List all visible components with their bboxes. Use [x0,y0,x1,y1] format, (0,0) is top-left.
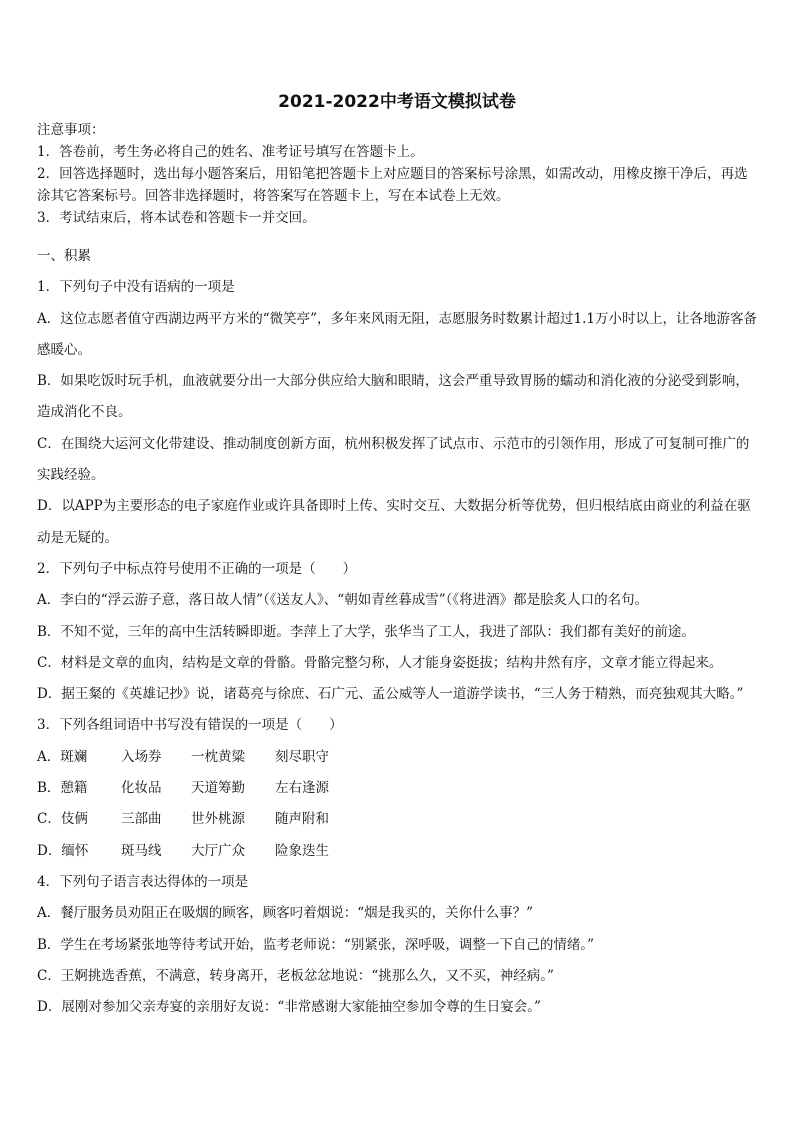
option-a: A．李白的“浮云游子意，落日故人情”（《送友人》、“朝如青丝暮成雪”（《将进酒》都是脍炙人口的名句。 [37,592,649,609]
notice-heading: 注意事项： [37,122,105,138]
option-word: 大厅广众 [191,842,245,859]
option-d: D．以APP为主要形态的电子家庭作业或许具备即时上传、实时交互、大数据分析等优势，但归根结底由商业的利益在驱动是无疑的。 [37,498,751,546]
option-a: A．餐厅服务员劝阻正在吸烟的顾客，顾客叼着烟说：“烟是我买的，关你什么事？” [37,905,534,922]
option-c: C．王婀挑选香蕉，不满意，转身离开，老板忿忿地说：“挑那么久，又不买，神经病。” [37,967,554,984]
option-word: 险象迭生 [275,842,329,859]
question-3 [37,710,761,866]
option-word: 刻尽职守 [275,748,329,765]
question-stem: 1．下列句子中没有语病的一项是 [37,279,235,296]
question-4 [37,867,761,1023]
option-word: 天道筹勤 [191,780,245,797]
option-a: A．这位志愿者值守西湖边两平方米的“微笑亭”，多年来风雨无阻，志愿服务时数累计超过1.1万小时以上，让各地游客备感暖心。 [37,310,758,358]
notice-item: 1．答卷前，考生务必将自己的姓名、准考证号填写在答题卡上。 [37,144,424,160]
option-word: 化妆品 [121,780,162,797]
option-c: C．在围绕大运河文化带建设、推动制度创新方面，杭州积极发挥了试点市、示范市的引领作用，形成了可复制可推广的实践经验。 [37,435,750,484]
notice-item: 2．回答选择题时，选出每小题答案后，用铅笔把答题卡上对应题目的答案标号涂黑，如需改动，用橡皮擦干净后，再选涂其它答案标号。回答非选择题时，将答案写在答题卡上，写在本试卷上无效。 [37,166,748,204]
option-word: 一枕黄粱 [191,748,245,765]
section-heading: 一、积累 [37,248,91,264]
page-title: 2021-2022中考语文模拟试卷 [278,92,516,112]
option-label: B．憩籍 [37,780,88,797]
notice-block [37,119,761,229]
notice-item: 3．考试结束后，将本试卷和答题卡一并交回。 [37,210,316,226]
option-row-a [37,742,761,773]
option-b: B．不知不觉，三年的高中生活转瞬即逝。李萍上了大学，张华当了工人，我进了部队：我们都有美好的前途。 [37,623,695,640]
question-stem: 3．下列各组词语中书写没有错误的一项是（ ） [37,717,343,734]
option-b: B．学生在考场紧张地等待考试开始，监考老师说：“别紧张，深呼吸，调整一下自己的情绪。” [37,936,594,953]
option-word: 随声附和 [275,811,329,828]
option-d: D．展刚对参加父亲寿宴的亲朋好友说：“非常感谢大家能抽空参加令尊的生日宴会。” [37,999,541,1016]
question-stem: 2．下列句子中标点符号使用不正确的一项是（ ） [37,560,357,577]
option-word: 三部曲 [121,811,162,828]
option-word: 左右逢源 [275,780,329,797]
option-label: A．斑斓 [37,748,88,765]
option-word: 世外桃源 [191,811,245,828]
section-accumulation [37,241,761,1023]
option-b: B．如果吃饭时玩手机，血液就要分出一大部分供应给大脑和眼睛，这会严重导致胃肠的蠕动和消化液的分泌受到影响，造成消化不良。 [37,373,749,421]
option-d: D．据王粲的《英雄记抄》说，诸葛亮与徐庶、石广元、孟公威等人一道游学读书，“三人务于精熟，而亮独观其大略。” [37,686,744,703]
option-c: C．材料是文章的血肉，结构是文章的骨骼。骨骼完整匀称，人才能身姿挺拔；结构井然有序，文章才能立得起来。 [37,654,723,671]
option-word: 斑马线 [121,842,162,859]
question-1 [37,272,761,554]
option-row-d [37,836,761,867]
question-2 [37,554,761,710]
option-row-c [37,804,761,835]
option-label: C．伎俩 [37,811,88,828]
option-word: 入场券 [121,748,162,765]
option-row-b [37,773,761,804]
question-stem: 4．下列句子语言表达得体的一项是 [37,873,249,890]
option-label: D．缅怀 [37,842,89,859]
